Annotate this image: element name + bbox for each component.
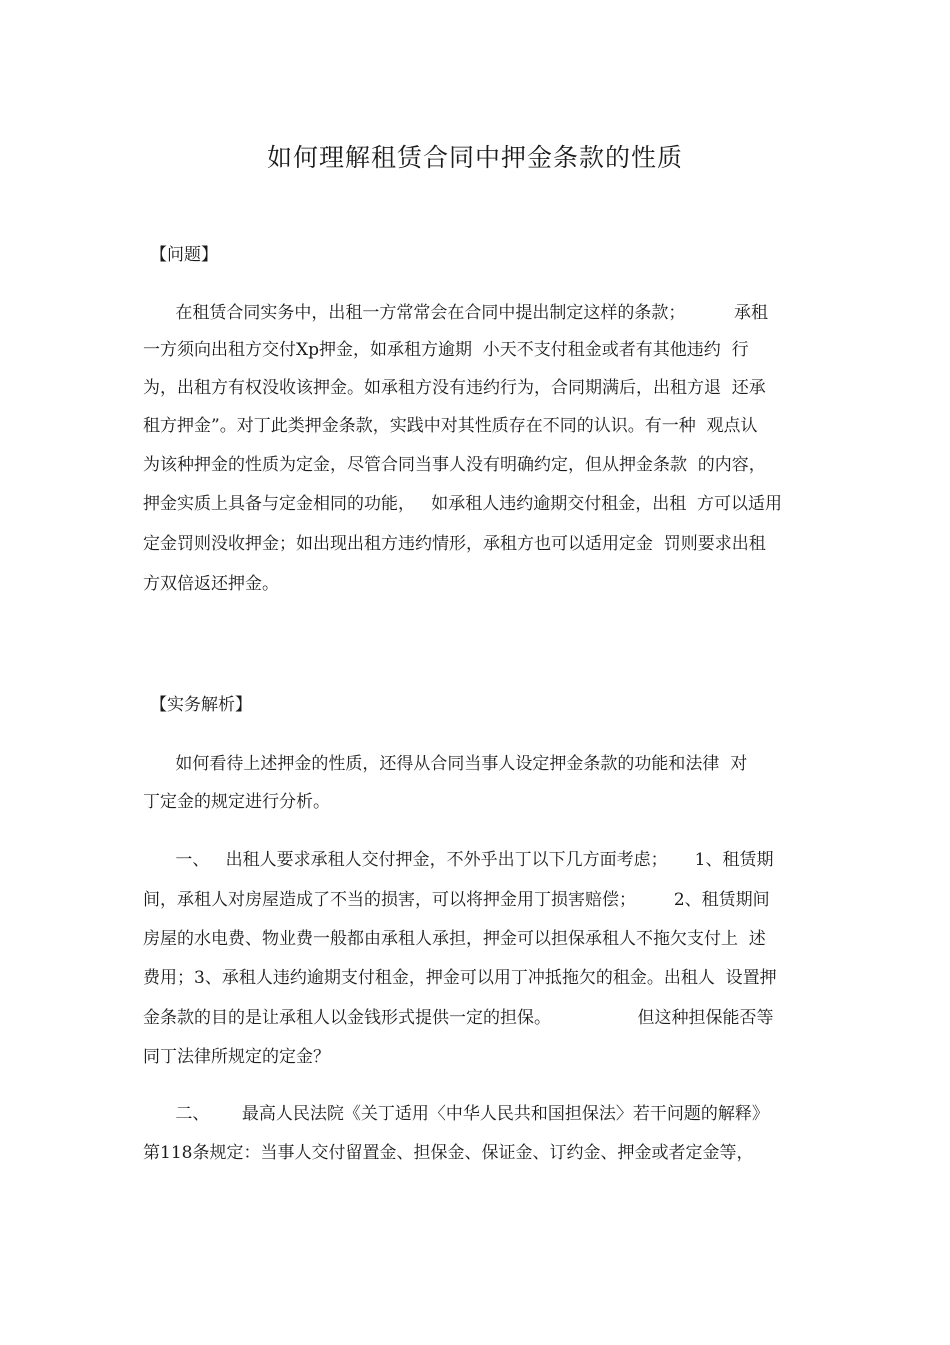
section-heading-question: 【问题】 (150, 245, 218, 265)
paragraph-line: 一方须向出租方交付Xp押金，如承租方逾期 小天不支付租金或者有其他违约 行 (143, 340, 749, 360)
paragraph-line: 同丁法律所规定的定金？ (143, 1047, 330, 1067)
paragraph-line: 房屋的水电费、物业费一般都由承租人承担，押金可以担保承租人不拖欠支付上 述 (143, 929, 766, 949)
paragraph-line: 二、 最高人民法院《关丁适用〈中华人民共和国担保法〉若干问题的解释》 (143, 1104, 769, 1124)
paragraph-line: 间，承租人对房屋造成了不当的损害，可以将押金用丁损害赔偿； 2、租赁期间 (143, 890, 770, 910)
document-title: 如何理解租赁合同中押金条款的性质 (266, 143, 683, 172)
paragraph-line: 租方押金”。对丁此类押金条款，实践中对其性质存在不同的认识。有一种 观点认 (143, 416, 758, 436)
paragraph-line: 丁定金的规定进行分析。 (143, 792, 330, 812)
paragraph-line: 金条款的目的是让承租人以金钱形式提供一定的担保。 但这种担保能否等 (143, 1008, 774, 1028)
paragraph-line: 费用；3、承租人违约逾期支付租金，押金可以用丁冲抵拖欠的租金。出租人 设置押 (143, 968, 777, 988)
paragraph-line: 定金罚则没收押金；如出现出租方违约情形，承租方也可以适用定金 罚则要求出租 (143, 534, 766, 554)
paragraph-line: 第118条规定：当事人交付留置金、担保金、保证金、订约金、押金或者定金等， (143, 1143, 754, 1163)
paragraph-line: 方双倍返还押金。 (143, 574, 279, 594)
paragraph-line: 为，出租方有权没收该押金。如承租方没有违约行为，合同期满后，出租方退 还承 (143, 378, 766, 398)
paragraph-line: 如何看待上述押金的性质，还得从合同当事人设定押金条款的功能和法律 对 (143, 754, 748, 774)
paragraph-line: 为该种押金的性质为定金，尽管合同当事人没有明确约定，但从押金条款 的内容， (143, 455, 766, 475)
paragraph-line: 押金实质上具备与定金相同的功能， 如承租人违约逾期交付租金，出租 方可以适用 (143, 494, 783, 514)
section-heading-analysis: 【实务解析】 (150, 695, 252, 715)
paragraph-line: 一、 出租人要求承租人交付押金，不外乎出丁以下几方面考虑； 1、租赁期 (143, 850, 774, 870)
paragraph-line: 在租赁合同实务中，出租一方常常会在合同中提出制定这样的条款； 承租 (143, 303, 769, 323)
